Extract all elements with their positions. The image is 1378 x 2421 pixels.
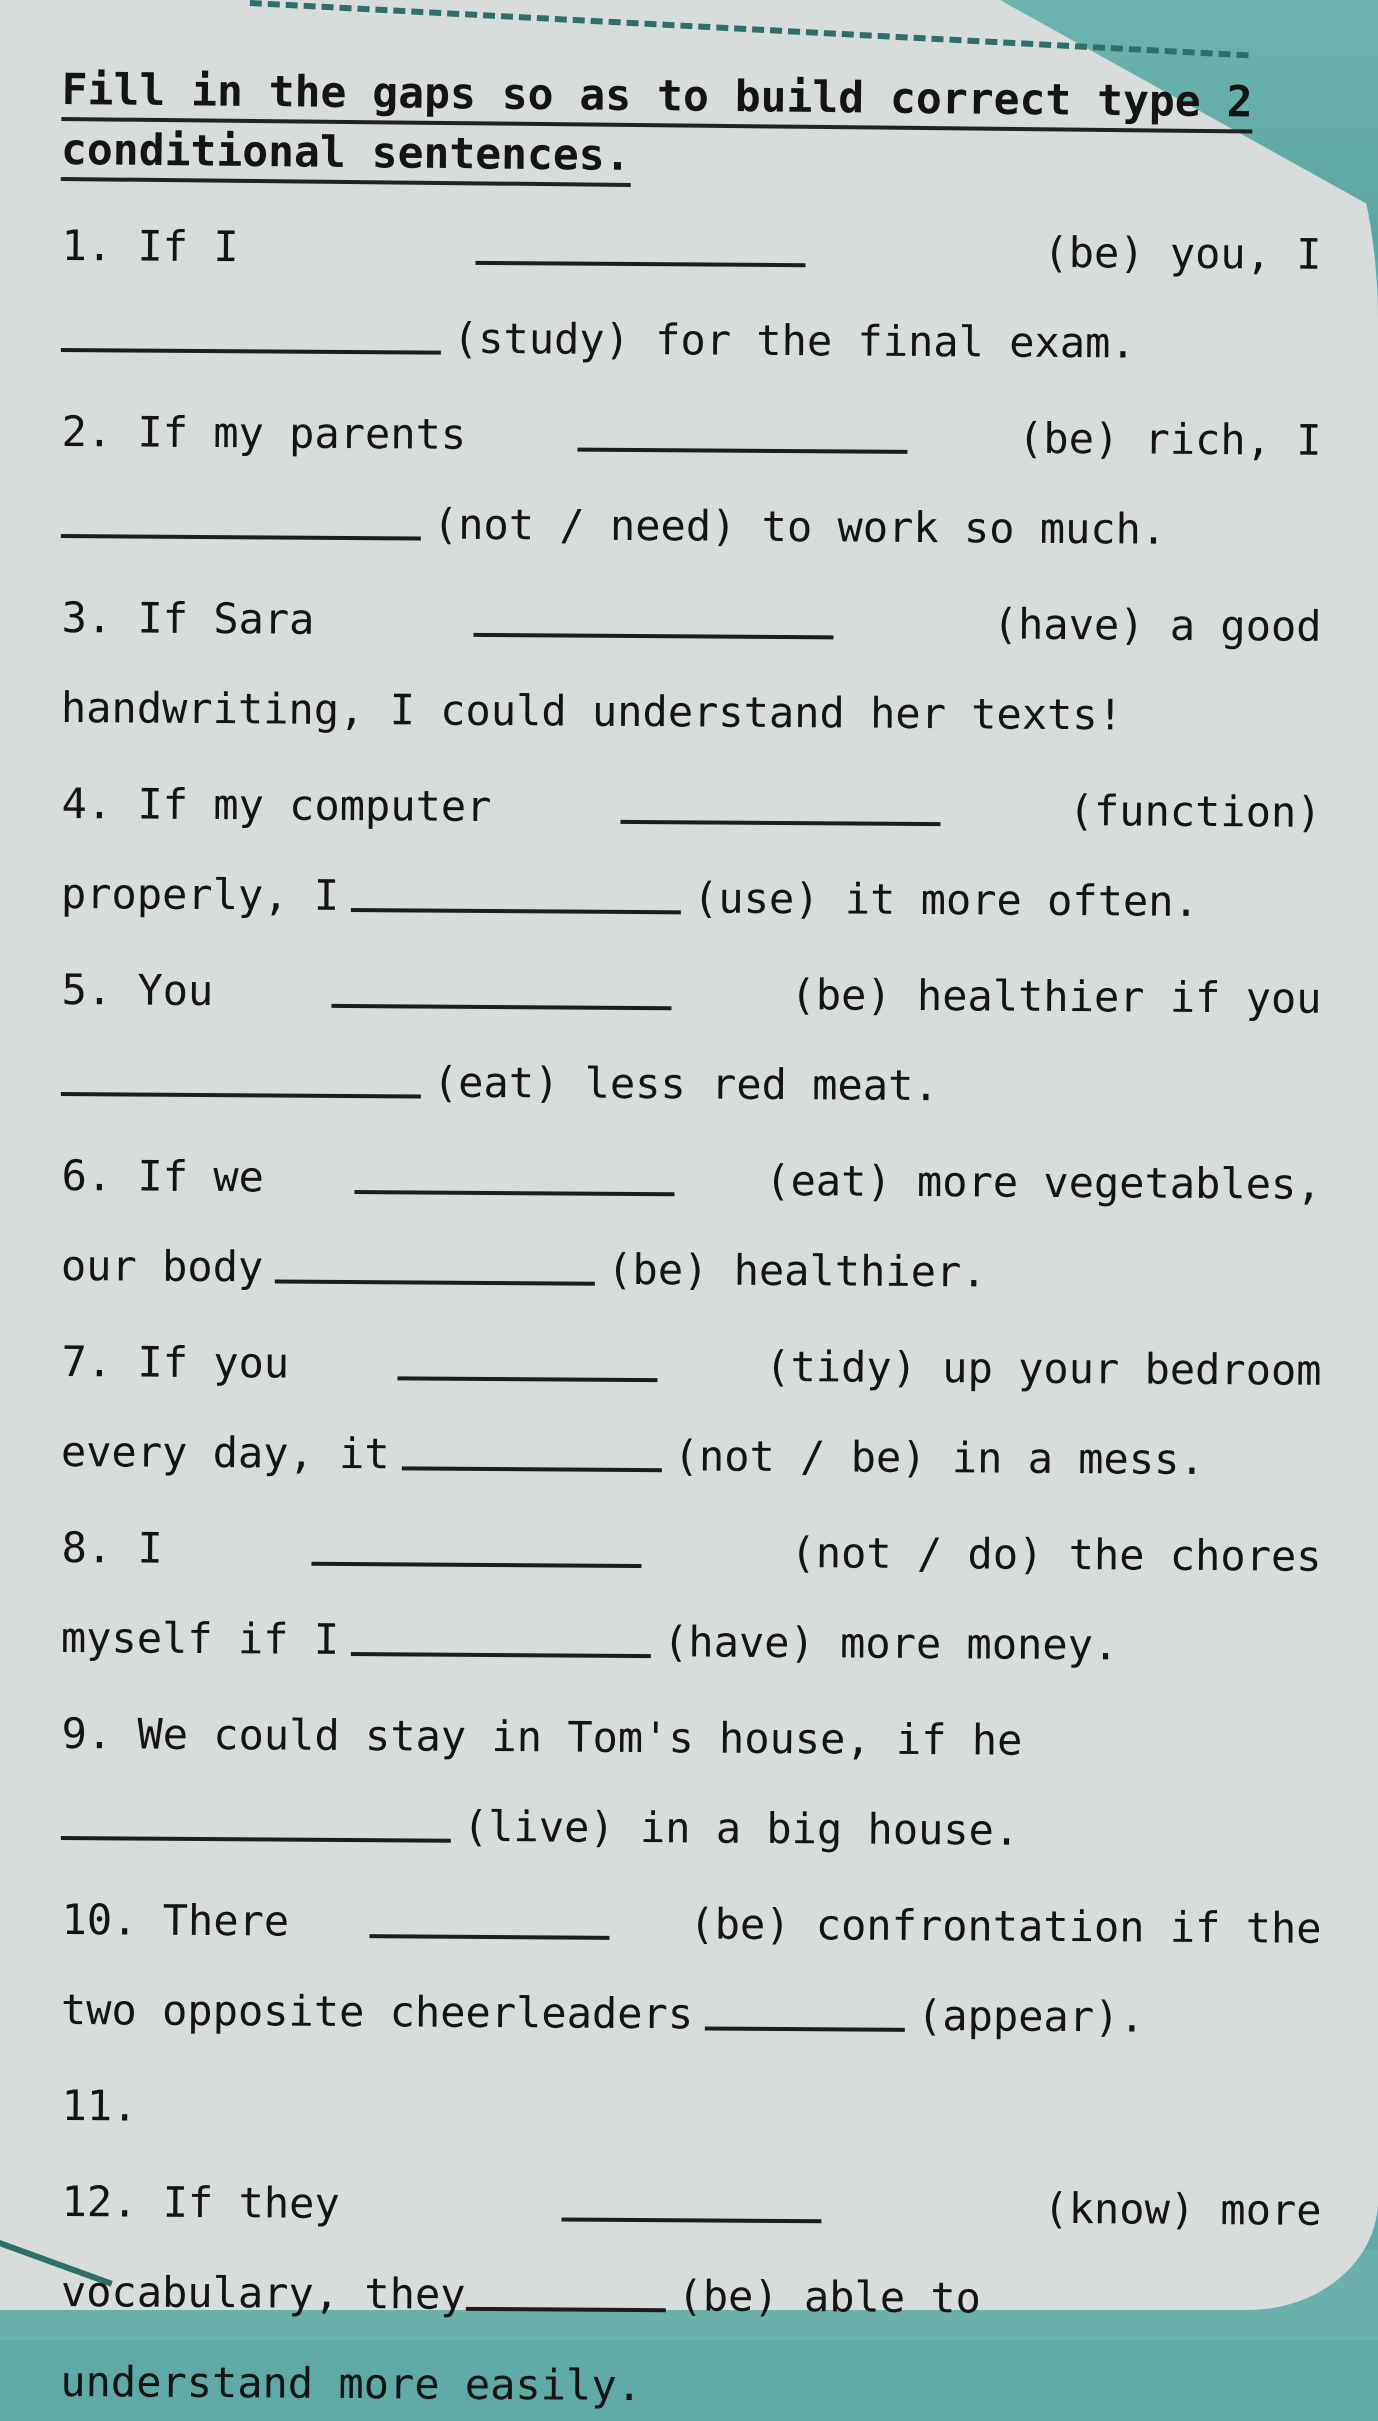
exercise-2-text-a: 2. If my parents	[61, 406, 467, 459]
exercise-6-text-b: (eat) more vegetables,	[765, 1155, 1322, 1209]
exercise-2-text-b: (be) rich, I	[1017, 413, 1322, 465]
instructions-line-2: conditional sentences.	[61, 125, 631, 187]
exercise-1-text-c: (study) for the final exam.	[452, 313, 1136, 368]
exercise-4	[61, 744, 1322, 933]
exercise-3-text-b: (have) a good	[992, 599, 1322, 651]
instructions-line-1: Fill in the gaps so as to build correct type 2	[61, 65, 1252, 133]
exercise-7-text-a: 7. If you	[61, 1336, 290, 1388]
exercise-8-text-b: (not / do) the chores	[790, 1528, 1322, 1581]
answer-blank[interactable]	[351, 908, 681, 914]
exercise-8-text-c: myself if I	[60, 1612, 340, 1664]
instructions	[61, 60, 1322, 193]
exercise-10-text-b: (be) confrontation if the	[689, 1899, 1322, 1953]
exercise-3-text-a: 3. If Sara	[61, 592, 315, 644]
exercise-7-text-c: every day, it	[60, 1426, 390, 1479]
exercise-5-text-b: (be) healthier if you	[790, 970, 1322, 1023]
exercise-10	[61, 1860, 1322, 2049]
exercise-10-text-a: 10. There	[61, 1894, 290, 1946]
exercise-4-text-a: 4. If my computer	[61, 778, 492, 831]
exercise-7	[61, 1302, 1322, 1491]
exercise-2	[61, 372, 1322, 561]
worksheet	[62, 60, 1322, 2412]
exercise-8-text-a: 8. I	[61, 1522, 163, 1573]
answer-blank[interactable]	[561, 2217, 821, 2223]
exercise-1	[61, 186, 1322, 375]
exercise-6	[61, 1116, 1322, 1305]
exercise-11	[61, 2046, 1322, 2145]
exercise-12	[60, 2142, 1322, 2421]
answer-blank[interactable]	[465, 2307, 665, 2312]
exercise-8	[61, 1488, 1322, 1677]
exercise-1-text-b: (be) you, I	[1043, 227, 1322, 279]
exercise-6-text-c: our body	[60, 1240, 264, 1292]
exercise-4-text-d: (use) it more often.	[692, 873, 1199, 926]
exercise-12-text-b: (know) more	[1043, 2183, 1322, 2235]
exercise-9	[61, 1674, 1322, 1863]
answer-blank[interactable]	[61, 348, 441, 355]
answer-blank[interactable]	[275, 1279, 595, 1285]
exercise-9-text-b: (live) in a big house.	[462, 1801, 1020, 1855]
exercise-9-text-a: 9. We could stay in Tom's house, if he	[61, 1708, 1023, 1765]
answer-blank[interactable]	[332, 1004, 672, 1010]
answer-blank[interactable]	[620, 820, 940, 826]
exercise-4-text-c: properly, I	[60, 868, 340, 920]
exercise-3	[61, 558, 1322, 747]
answer-blank[interactable]	[705, 2026, 905, 2031]
exercise-6-text-a: 6. If we	[61, 1150, 265, 1202]
exercise-2-text-c: (not / need) to work so much.	[432, 499, 1167, 554]
exercise-5-text-c: (eat) less red meat.	[432, 1057, 939, 1111]
exercise-12-text-c: vocabulary, they	[60, 2266, 466, 2319]
answer-blank[interactable]	[312, 1562, 642, 1568]
answer-blank[interactable]	[369, 1934, 609, 1940]
answer-blank[interactable]	[61, 1836, 451, 1843]
exercise-12-text-d: (be) able to	[677, 2271, 982, 2323]
exercise-12-text-a: 12. If they	[61, 2176, 340, 2228]
answer-blank[interactable]	[474, 633, 834, 640]
exercise-3-text-c: handwriting, I could understand her texts!	[60, 682, 1124, 740]
exercise-4-text-b: (function)	[1068, 786, 1322, 837]
answer-blank[interactable]	[354, 1190, 674, 1196]
exercise-1-text-a: 1. If I	[61, 220, 239, 272]
exercise-7-text-d: (not / be) in a mess.	[673, 1431, 1205, 1484]
exercise-10-text-c: two opposite cheerleaders	[60, 1984, 694, 2039]
answer-blank[interactable]	[577, 448, 907, 454]
answer-blank[interactable]	[476, 261, 806, 267]
exercise-8-text-d: (have) more money.	[662, 1617, 1119, 1670]
answer-blank[interactable]	[351, 1652, 651, 1658]
exercise-11-text: 11.	[61, 2080, 138, 2131]
answer-blank[interactable]	[402, 1466, 662, 1472]
answer-blank[interactable]	[61, 534, 421, 541]
answer-blank[interactable]	[61, 1092, 421, 1099]
exercise-7-text-b: (tidy) up your bedroom	[765, 1341, 1322, 1395]
exercise-5	[61, 930, 1322, 1119]
exercise-10-text-d: (appear).	[916, 1990, 1145, 2042]
exercise-12-text-e: understand more easily.	[60, 2356, 643, 2411]
exercise-6-text-d: (be) healthier.	[607, 1244, 987, 1297]
exercise-5-text-a: 5. You	[61, 964, 214, 1016]
answer-blank[interactable]	[397, 1376, 657, 1382]
